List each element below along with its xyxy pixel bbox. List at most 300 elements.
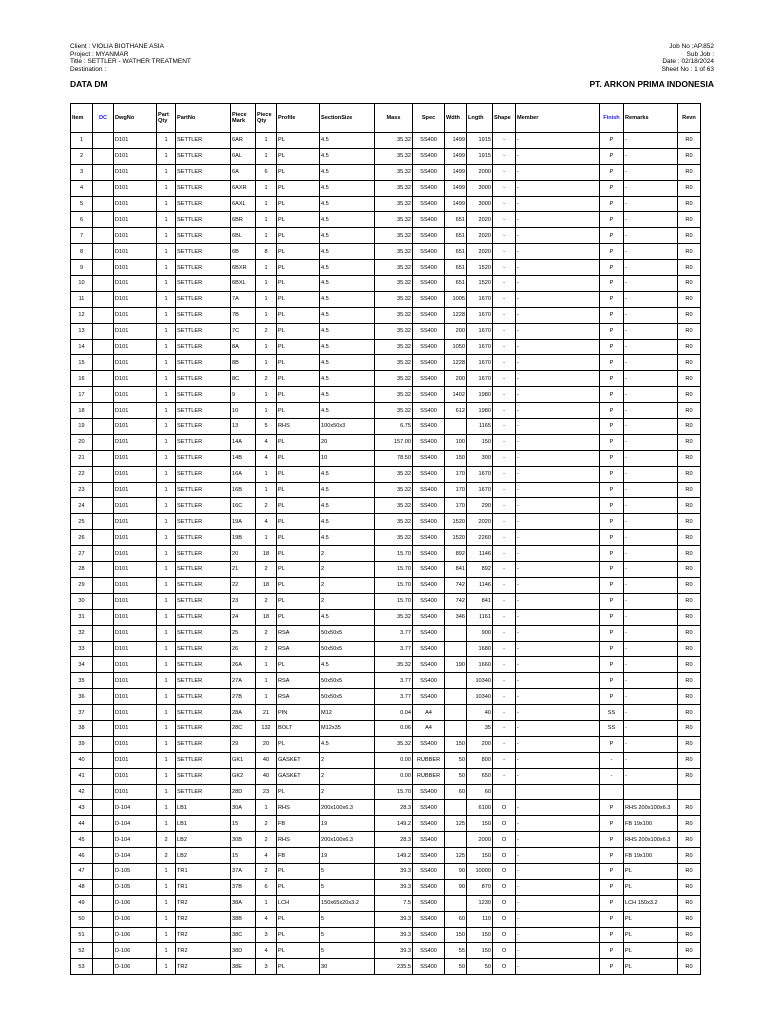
table-cell: O [493, 943, 516, 959]
table-cell [93, 959, 114, 975]
col-spec: Spec [413, 104, 445, 133]
table-row [71, 832, 701, 848]
table-cell: 35.32 [375, 196, 413, 212]
table-cell: SS400 [413, 323, 445, 339]
table-cell: LB2 [176, 848, 231, 864]
table-cell: 1670 [467, 323, 493, 339]
table-cell: D-105 [114, 863, 157, 879]
table-cell: 6BR [231, 212, 256, 228]
table-cell: PL [277, 879, 320, 895]
table-cell: D101 [114, 180, 157, 196]
table-cell: SETTLER [176, 180, 231, 196]
table-cell: 27A [231, 673, 256, 689]
table-cell: - [516, 593, 600, 609]
table-cell: R0 [678, 498, 701, 514]
table-cell: 1 [256, 387, 277, 403]
table-row [71, 244, 701, 260]
table-cell: SS400 [413, 689, 445, 705]
table-cell: PL [277, 530, 320, 546]
table-cell: P [600, 260, 624, 276]
table-cell: 2 [320, 577, 375, 593]
table-cell: R0 [678, 609, 701, 625]
table-cell: SS400 [413, 514, 445, 530]
table-cell: 150 [445, 450, 467, 466]
table-cell: PL [277, 911, 320, 927]
table-cell: D101 [114, 371, 157, 387]
table-cell: 8 [71, 244, 93, 260]
table-cell: 1 [157, 593, 176, 609]
table-cell [93, 355, 114, 371]
table-cell: LCH [277, 895, 320, 911]
table-cell: TR2 [176, 895, 231, 911]
table-row [71, 927, 701, 943]
table-cell: D101 [114, 514, 157, 530]
col-piece-mark: Piece Mark [231, 104, 256, 133]
table-cell: 1 [157, 403, 176, 419]
table-cell [93, 323, 114, 339]
table-cell [93, 260, 114, 276]
table-cell: 1 [256, 355, 277, 371]
table-cell: R0 [678, 419, 701, 435]
table-cell: O [493, 879, 516, 895]
destination-line: Destination : [70, 65, 107, 73]
table-cell: - [516, 466, 600, 482]
table-cell: 16A [231, 466, 256, 482]
table-cell: D101 [114, 577, 157, 593]
col-remarks: Remarks [624, 104, 678, 133]
table-cell: D101 [114, 307, 157, 323]
table-cell: 46 [71, 848, 93, 864]
table-cell: - [516, 959, 600, 975]
table-cell: P [600, 879, 624, 895]
table-cell: 9 [71, 260, 93, 276]
table-cell: 6BL [231, 228, 256, 244]
table-cell: R0 [678, 879, 701, 895]
table-cell: - [493, 419, 516, 435]
table-cell: 38E [231, 959, 256, 975]
table-cell: 14B [231, 450, 256, 466]
table-cell: 35.32 [375, 355, 413, 371]
table-cell: R0 [678, 577, 701, 593]
table-cell: - [624, 514, 678, 530]
table-cell: - [624, 450, 678, 466]
table-cell [93, 768, 114, 784]
table-cell [93, 800, 114, 816]
table-cell [93, 514, 114, 530]
table-cell [93, 403, 114, 419]
table-cell: - [624, 593, 678, 609]
table-cell: 35 [71, 673, 93, 689]
table-cell: SS400 [413, 498, 445, 514]
table-cell: SETTLER [176, 196, 231, 212]
table-cell: 4.5 [320, 148, 375, 164]
table-cell: 1 [157, 164, 176, 180]
table-cell: GK1 [231, 752, 256, 768]
table-cell [93, 562, 114, 578]
table-cell: 1 [256, 689, 277, 705]
table-cell: SETTLER [176, 577, 231, 593]
table-row [71, 212, 701, 228]
table-cell: P [600, 133, 624, 149]
table-cell: 1 [157, 816, 176, 832]
table-cell: - [493, 387, 516, 403]
table-cell: 150 [467, 943, 493, 959]
table-cell: 15.70 [375, 562, 413, 578]
table-cell: - [624, 657, 678, 673]
table-cell: - [624, 355, 678, 371]
table-cell: SETTLER [176, 323, 231, 339]
table-cell: D101 [114, 387, 157, 403]
table-cell: SS400 [413, 609, 445, 625]
table-cell: 4.5 [320, 514, 375, 530]
table-cell: R0 [678, 657, 701, 673]
table-cell: 18 [256, 546, 277, 562]
table-cell: 53 [71, 959, 93, 975]
col-member: Member [516, 104, 600, 133]
table-cell: SETTLER [176, 133, 231, 149]
table-cell: 1 [157, 895, 176, 911]
table-cell: SETTLER [176, 546, 231, 562]
table-cell [93, 546, 114, 562]
table-cell: 2 [157, 848, 176, 864]
table-cell: RUBBER [413, 752, 445, 768]
table-cell [93, 276, 114, 292]
table-cell: R0 [678, 514, 701, 530]
table-cell: - [516, 514, 600, 530]
table-cell: 1 [256, 228, 277, 244]
table-cell: SETTLER [176, 641, 231, 657]
table-cell: 10 [231, 403, 256, 419]
table-cell: RUBBER [413, 768, 445, 784]
table-cell: - [516, 419, 600, 435]
table-cell: 1005 [445, 291, 467, 307]
table-cell: 35.32 [375, 530, 413, 546]
table-cell: 35.32 [375, 323, 413, 339]
table-cell: 60 [467, 784, 493, 800]
parts-table [70, 103, 701, 975]
table-cell: 4.5 [320, 164, 375, 180]
table-cell: SETTLER [176, 593, 231, 609]
table-cell: - [493, 133, 516, 149]
table-cell: 2 [320, 562, 375, 578]
table-cell: 15.70 [375, 784, 413, 800]
table-cell: 1 [71, 133, 93, 149]
table-cell: 6A [231, 164, 256, 180]
table-cell: - [624, 291, 678, 307]
table-cell: SS400 [413, 943, 445, 959]
table-cell: P [600, 323, 624, 339]
table-cell: 28A [231, 705, 256, 721]
table-row [71, 403, 701, 419]
table-cell: R0 [678, 371, 701, 387]
table-cell: 2020 [467, 228, 493, 244]
table-cell: 290 [467, 498, 493, 514]
table-cell: D101 [114, 546, 157, 562]
table-cell: P [600, 244, 624, 260]
table-cell: SS400 [413, 593, 445, 609]
table-cell: SS400 [413, 800, 445, 816]
table-cell: SETTLER [176, 450, 231, 466]
table-cell: D101 [114, 498, 157, 514]
table-cell: - [493, 562, 516, 578]
table-cell: 1 [256, 339, 277, 355]
table-row [71, 593, 701, 609]
table-cell: D101 [114, 768, 157, 784]
table-cell: PL [624, 943, 678, 959]
table-cell: TR2 [176, 943, 231, 959]
table-cell: 1499 [445, 196, 467, 212]
table-cell: 34 [71, 657, 93, 673]
table-cell: PL [624, 879, 678, 895]
table-cell: M12x35 [320, 720, 375, 736]
table-cell: P [600, 498, 624, 514]
table-cell: TR1 [176, 879, 231, 895]
table-cell: - [493, 482, 516, 498]
table-cell: 35.32 [375, 339, 413, 355]
table-cell: 1 [256, 403, 277, 419]
table-cell: 1 [157, 689, 176, 705]
table-cell: 39 [71, 736, 93, 752]
table-cell [93, 752, 114, 768]
table-cell: - [624, 371, 678, 387]
table-cell: TR2 [176, 911, 231, 927]
table-cell: O [493, 959, 516, 975]
table-cell: 4.5 [320, 355, 375, 371]
col-width: Wdth [445, 104, 467, 133]
table-cell: 35 [467, 720, 493, 736]
table-cell: 170 [445, 466, 467, 482]
table-cell: - [624, 387, 678, 403]
table-cell: O [493, 800, 516, 816]
table-cell: 1 [157, 498, 176, 514]
table-cell: 35.32 [375, 260, 413, 276]
table-cell: - [493, 164, 516, 180]
table-cell: 30A [231, 800, 256, 816]
table-cell: P [600, 562, 624, 578]
table-cell: 4.5 [320, 323, 375, 339]
table-cell: 651 [445, 244, 467, 260]
table-cell: 200 [467, 736, 493, 752]
table-cell: 4.5 [320, 736, 375, 752]
table-cell: 1 [157, 148, 176, 164]
table-cell: 2 [320, 752, 375, 768]
table-cell: D101 [114, 196, 157, 212]
table-cell: 1 [157, 720, 176, 736]
table-cell: 150 [467, 848, 493, 864]
table-cell: 24 [231, 609, 256, 625]
table-cell: 200x100x6.3 [320, 832, 375, 848]
table-cell: 1 [256, 895, 277, 911]
table-cell: 16B [231, 482, 256, 498]
table-row [71, 434, 701, 450]
table-cell: - [493, 276, 516, 292]
table-cell: O [493, 895, 516, 911]
table-cell: D101 [114, 434, 157, 450]
table-cell: - [624, 609, 678, 625]
table-cell: 19 [71, 419, 93, 435]
table-cell: - [516, 911, 600, 927]
table-cell: D101 [114, 705, 157, 721]
table-cell: 1 [157, 387, 176, 403]
table-cell: - [516, 133, 600, 149]
client-line: Client : VIOLIA BIOTHANE ASIA [70, 43, 164, 50]
table-cell: D101 [114, 403, 157, 419]
table-cell: 35.32 [375, 482, 413, 498]
table-cell [445, 689, 467, 705]
table-row [71, 609, 701, 625]
table-cell: TR1 [176, 863, 231, 879]
table-cell: 1 [157, 673, 176, 689]
table-cell: 40 [467, 705, 493, 721]
sheet-no: Sheet No : 1 of 63 [661, 65, 714, 73]
table-cell: 125 [445, 816, 467, 832]
table-cell: R0 [678, 927, 701, 943]
table-cell: 1 [157, 657, 176, 673]
table-cell: 2 [256, 625, 277, 641]
table-cell: 149.2 [375, 848, 413, 864]
table-cell: 10 [71, 276, 93, 292]
table-cell: R0 [678, 546, 701, 562]
table-cell: 1 [157, 959, 176, 975]
table-cell: 1 [157, 355, 176, 371]
table-cell: 1670 [467, 291, 493, 307]
table-cell: 4 [256, 514, 277, 530]
table-cell: SS400 [413, 307, 445, 323]
table-cell: P [600, 959, 624, 975]
table-cell: SS400 [413, 212, 445, 228]
table-cell [93, 291, 114, 307]
table-cell: 4 [71, 180, 93, 196]
table-cell: - [493, 196, 516, 212]
table-cell: - [624, 577, 678, 593]
table-cell: SS400 [413, 673, 445, 689]
table-cell: D101 [114, 482, 157, 498]
table-cell: - [516, 371, 600, 387]
table-cell: 1228 [445, 355, 467, 371]
table-cell: LCH 150x3.2 [624, 895, 678, 911]
table-cell: - [493, 434, 516, 450]
table-cell: P [600, 546, 624, 562]
table-cell: P [600, 625, 624, 641]
table-cell: 1 [157, 482, 176, 498]
table-row [71, 180, 701, 196]
table-cell: SS400 [413, 260, 445, 276]
table-cell: P [600, 577, 624, 593]
table-cell: 6 [256, 879, 277, 895]
table-cell: D-106 [114, 959, 157, 975]
table-cell: SETTLER [176, 244, 231, 260]
title-line: Title : SETTLER - WATHER TREATMENT [70, 58, 191, 65]
table-cell: SETTLER [176, 276, 231, 292]
table-cell [93, 720, 114, 736]
table-cell [93, 943, 114, 959]
table-row [71, 387, 701, 403]
table-cell: R0 [678, 355, 701, 371]
table-cell: R0 [678, 339, 701, 355]
table-cell: SS400 [413, 419, 445, 435]
table-cell [93, 736, 114, 752]
table-cell: D-106 [114, 911, 157, 927]
table-row [71, 148, 701, 164]
table-cell: - [516, 863, 600, 879]
table-cell: - [624, 530, 678, 546]
table-cell [93, 816, 114, 832]
table-cell: 4.5 [320, 180, 375, 196]
table-cell: 1 [157, 752, 176, 768]
table-cell: 2 [256, 593, 277, 609]
table-cell: R0 [678, 180, 701, 196]
table-cell: - [624, 164, 678, 180]
table-cell: PL [277, 482, 320, 498]
table-cell: 21 [71, 450, 93, 466]
table-cell: 2000 [467, 832, 493, 848]
table-cell: 2020 [467, 212, 493, 228]
table-row [71, 657, 701, 673]
table-cell: P [600, 927, 624, 943]
table-cell: 30 [71, 593, 93, 609]
table-cell: 1 [157, 562, 176, 578]
table-cell: 20 [231, 546, 256, 562]
table-cell [93, 593, 114, 609]
table-cell: P [600, 593, 624, 609]
table-cell [93, 911, 114, 927]
company-name: PT. ARKON PRIMA INDONESIA [589, 79, 714, 89]
table-cell: D101 [114, 228, 157, 244]
table-cell: - [516, 625, 600, 641]
table-cell: - [516, 943, 600, 959]
table-cell: 16C [231, 498, 256, 514]
table-cell: - [516, 752, 600, 768]
table-cell: TR2 [176, 959, 231, 975]
table-cell: 1146 [467, 546, 493, 562]
table-cell [93, 689, 114, 705]
table-cell: P [600, 148, 624, 164]
table-cell: P [600, 196, 624, 212]
table-cell: SETTLER [176, 768, 231, 784]
table-cell: 2 [256, 371, 277, 387]
table-cell: 2 [256, 562, 277, 578]
table-cell: O [493, 832, 516, 848]
table-cell: D101 [114, 593, 157, 609]
table-cell: 7 [71, 228, 93, 244]
table-cell: - [624, 276, 678, 292]
table-body [71, 133, 701, 975]
table-cell: SS400 [413, 895, 445, 911]
table-cell: 35.32 [375, 212, 413, 228]
table-cell: P [600, 466, 624, 482]
table-cell [93, 863, 114, 879]
table-cell: PL [277, 323, 320, 339]
table-cell: 6AL [231, 148, 256, 164]
table-cell: - [516, 641, 600, 657]
table-header-row [71, 104, 701, 133]
table-cell: RSA [277, 641, 320, 657]
table-cell: SETTLER [176, 736, 231, 752]
table-cell: D101 [114, 260, 157, 276]
table-cell: 4 [256, 943, 277, 959]
table-cell: 15.70 [375, 593, 413, 609]
table-cell [93, 164, 114, 180]
table-cell: SS400 [413, 625, 445, 641]
table-cell: 2 [157, 832, 176, 848]
table-cell: SS400 [413, 291, 445, 307]
table-cell: 15 [231, 848, 256, 864]
table-row [71, 577, 701, 593]
table-cell: O [493, 816, 516, 832]
table-row [71, 911, 701, 927]
table-cell: - [516, 800, 600, 816]
table-cell [445, 625, 467, 641]
